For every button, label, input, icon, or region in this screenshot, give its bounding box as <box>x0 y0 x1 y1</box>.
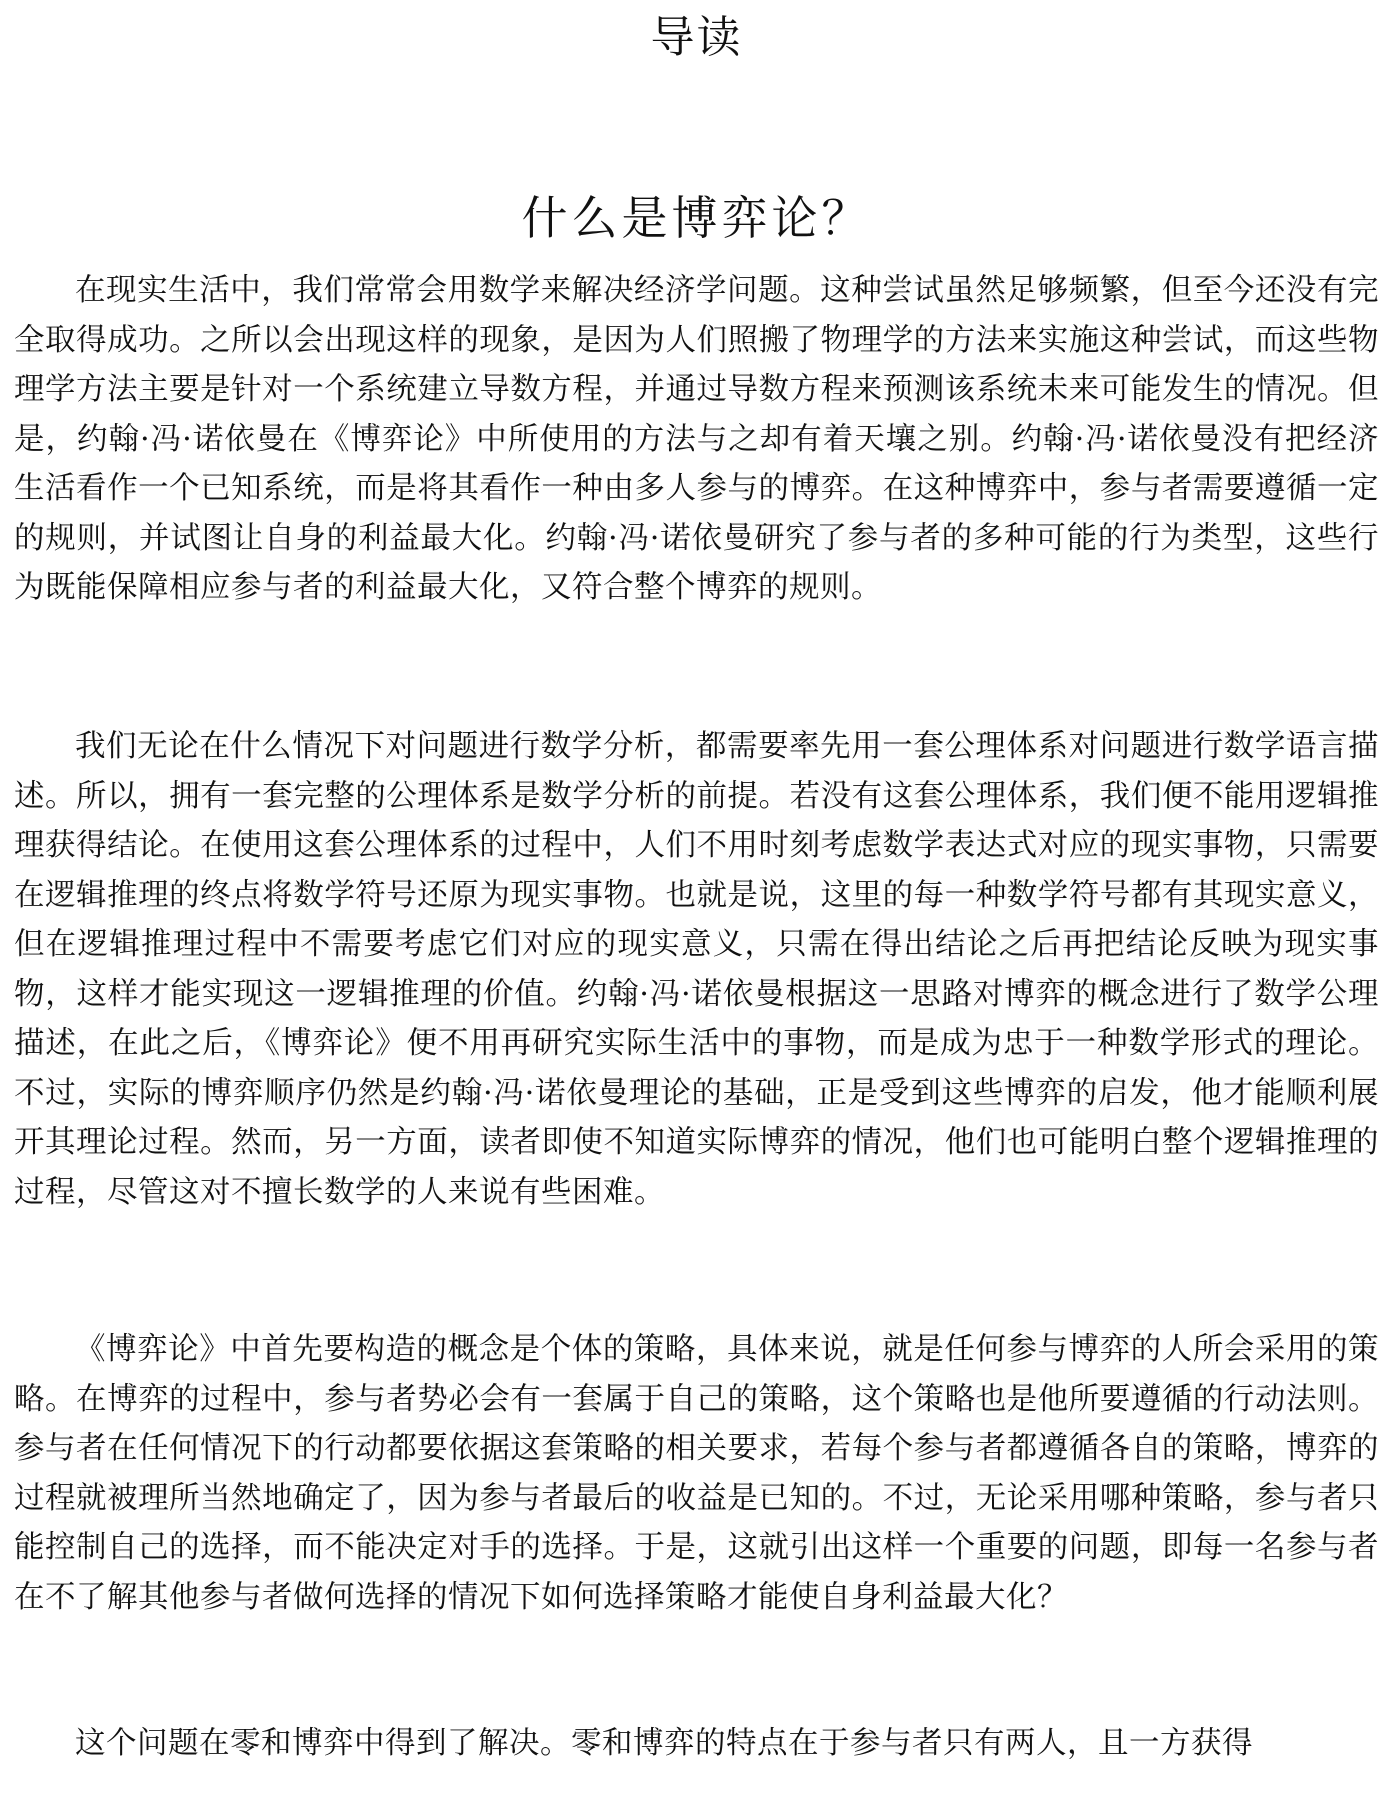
body-paragraph: 这个问题在零和博弈中得到了解决。零和博弈的特点在于参与者只有两人，且一方获得 <box>75 1726 1253 1761</box>
book-page <box>14 0 1379 1800</box>
body-paragraph: 在现实生活中，我们常常会用数学来解决经济学问题。这种尝试虽然足够频繁，但至今还没有完全取得成功。之所以会出现这样的现象，是因为人们照搬了物理学的方法来实施这种尝试，而这些物理学方法主要是针对一个系统建立导数方程，并通过导数方程来预测该系统未来可能发生的情况。但是，约翰·冯·诺依曼在《博弈论》中所使用的方法与之却有着天壤之别。约翰·冯·诺依曼没有把经济生活看作一个已知系统，而是将其看作一种由多人参与的博弈。在这种博弈中，参与者需要遵循一定的规则，并试图让自身的利益最大化。约翰·冯·诺依曼研究了参与者的多种可能的行为类型，这些行为既能保障相应参与者的利益最大化，又符合整个博弈的规则。 <box>14 273 1379 605</box>
body-paragraph: 《博弈论》中首先要构造的概念是个体的策略，具体来说，就是任何参与博弈的人所会采用的策略。在博弈的过程中，参与者势必会有一套属于自己的策略，这个策略也是他所要遵循的行动法则。参与者在任何情况下的行动都要依据这套策略的相关要求，若每个参与者都遵循各自的策略，博弈的过程就被理所当然地确定了，因为参与者最后的收益是已知的。不过，无论采用哪种策略，参与者只能控制自己的选择，而不能决定对手的选择。于是，这就引出这样一个重要的问题，即每一名参与者在不了解其他参与者做何选择的情况下如何选择策略才能使自身利益最大化？ <box>14 1332 1379 1615</box>
section-header: 导读 <box>650 12 743 63</box>
chapter-title: 什么是博弈论？ <box>521 191 872 245</box>
body-paragraph: 我们无论在什么情况下对问题进行数学分析，都需要率先用一套公理体系对问题进行数学语言描述。所以，拥有一套完整的公理体系是数学分析的前提。若没有这套公理体系，我们便不能用逻辑推理获得结论。在使用这套公理体系的过程中，人们不用时刻考虑数学表达式对应的现实事物，只需要在逻辑推理的终点将数学符号还原为现实事物。也就是说，这里的每一种数学符号都有其现实意义，但在逻辑推理过程中不需要考虑它们对应的现实意义，只需在得出结论之后再把结论反映为现实事物，这样才能实现这一逻辑推理的价值。约翰·冯·诺依曼根据这一思路对博弈的概念进行了数学公理描述，在此之后，《博弈论》便不用再研究实际生活中的事物，而是成为忠于一种数学形式的理论。不过，实际的博弈顺序仍然是约翰·冯·诺依曼理论的基础，正是受到这些博弈的启发，他才能顺利展开其理论过程。然而，另一方面，读者即使不知道实际博弈的情况，他们也可能明白整个逻辑推理的过程，尽管这对不擅长数学的人来说有些困难。 <box>14 729 1379 1210</box>
